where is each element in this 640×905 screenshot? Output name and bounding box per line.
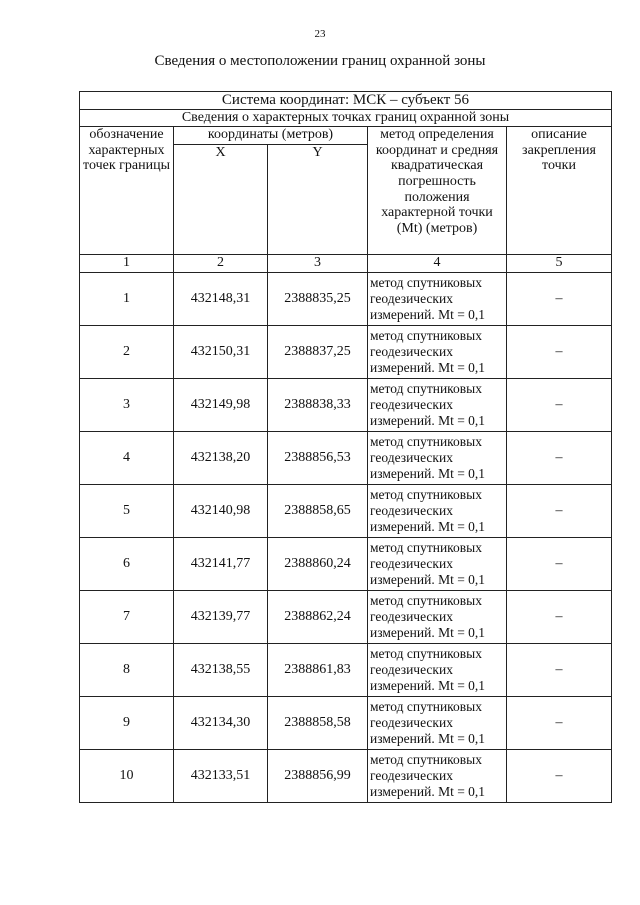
point-number: 1	[80, 273, 174, 326]
column-number: 5	[507, 255, 612, 273]
method-cell: метод спутниковых геодезических измерений. Mt = 0,1	[368, 485, 507, 538]
point-number: 2	[80, 326, 174, 379]
table-row	[80, 750, 612, 803]
table-row	[80, 538, 612, 591]
table-row	[80, 697, 612, 750]
description-cell: –	[507, 273, 612, 326]
x-coordinate: 432150,31	[174, 326, 268, 379]
y-coordinate: 2388835,25	[268, 273, 368, 326]
method-cell: метод спутниковых геодезических измерений. Mt = 0,1	[368, 273, 507, 326]
method-cell: метод спутниковых геодезических измерений. Mt = 0,1	[368, 644, 507, 697]
description-cell: –	[507, 644, 612, 697]
point-number: 4	[80, 432, 174, 485]
method-cell: метод спутниковых геодезических измерений. Mt = 0,1	[368, 591, 507, 644]
point-number: 6	[80, 538, 174, 591]
page-number: 23	[314, 28, 326, 40]
section-title-cell: Сведения о характерных точках границ охранной зоны	[80, 110, 612, 127]
column-number: 3	[268, 255, 368, 273]
column-number: 1	[80, 255, 174, 273]
method-cell: метод спутниковых геодезических измерений. Mt = 0,1	[368, 326, 507, 379]
table-row	[80, 591, 612, 644]
method-cell: метод спутниковых геодезических измерений. Mt = 0,1	[368, 750, 507, 803]
section-title-row	[80, 110, 612, 127]
page-title: Сведения о местоположении границ охранной зоны	[154, 53, 486, 69]
description-cell: –	[507, 538, 612, 591]
x-coordinate: 432149,98	[174, 379, 268, 432]
x-coordinate: 432133,51	[174, 750, 268, 803]
y-coordinate: 2388858,65	[268, 485, 368, 538]
y-coordinate: 2388862,24	[268, 591, 368, 644]
x-coordinate: 432148,31	[174, 273, 268, 326]
table-row	[80, 273, 612, 326]
point-number: 7	[80, 591, 174, 644]
point-number: 9	[80, 697, 174, 750]
method-cell: метод спутниковых геодезических измерений. Mt = 0,1	[368, 379, 507, 432]
description-cell: –	[507, 379, 612, 432]
header-y: Y	[268, 145, 368, 255]
point-number: 5	[80, 485, 174, 538]
point-number: 8	[80, 644, 174, 697]
description-cell: –	[507, 485, 612, 538]
column-number: 2	[174, 255, 268, 273]
description-cell: –	[507, 326, 612, 379]
method-cell: метод спутниковых геодезических измерений. Mt = 0,1	[368, 538, 507, 591]
description-cell: –	[507, 591, 612, 644]
x-coordinate: 432141,77	[174, 538, 268, 591]
coordinate-system-cell: Система координат: МСК – субъект 56	[80, 92, 612, 110]
x-coordinate: 432138,20	[174, 432, 268, 485]
y-coordinate: 2388838,33	[268, 379, 368, 432]
x-coordinate: 432138,55	[174, 644, 268, 697]
header-point-designation: обозначение характерных точек границы	[80, 127, 174, 255]
table-row	[80, 432, 612, 485]
point-number: 10	[80, 750, 174, 803]
header-x: X	[174, 145, 268, 255]
table-row	[80, 379, 612, 432]
description-cell: –	[507, 697, 612, 750]
table-row	[80, 644, 612, 697]
table-row	[80, 485, 612, 538]
column-numbers-row	[80, 255, 612, 273]
y-coordinate: 2388856,99	[268, 750, 368, 803]
point-number: 3	[80, 379, 174, 432]
method-cell: метод спутниковых геодезических измерений. Mt = 0,1	[368, 432, 507, 485]
header-description: описание закрепления точки	[507, 127, 612, 255]
x-coordinate: 432140,98	[174, 485, 268, 538]
header-method: метод определения координат и средняя квадратическая погрешность положения характерной точки (Mt) (метров)	[368, 127, 507, 255]
description-cell: –	[507, 750, 612, 803]
column-number: 4	[368, 255, 507, 273]
table-row	[80, 326, 612, 379]
coordinates-table	[79, 91, 612, 803]
y-coordinate: 2388858,58	[268, 697, 368, 750]
x-coordinate: 432134,30	[174, 697, 268, 750]
header-row	[80, 127, 612, 145]
method-cell: метод спутниковых геодезических измерений. Mt = 0,1	[368, 697, 507, 750]
header-coordinates: координаты (метров)	[174, 127, 368, 145]
y-coordinate: 2388860,24	[268, 538, 368, 591]
y-coordinate: 2388856,53	[268, 432, 368, 485]
description-cell: –	[507, 432, 612, 485]
y-coordinate: 2388861,83	[268, 644, 368, 697]
y-coordinate: 2388837,25	[268, 326, 368, 379]
coordinate-system-row	[80, 92, 612, 110]
x-coordinate: 432139,77	[174, 591, 268, 644]
